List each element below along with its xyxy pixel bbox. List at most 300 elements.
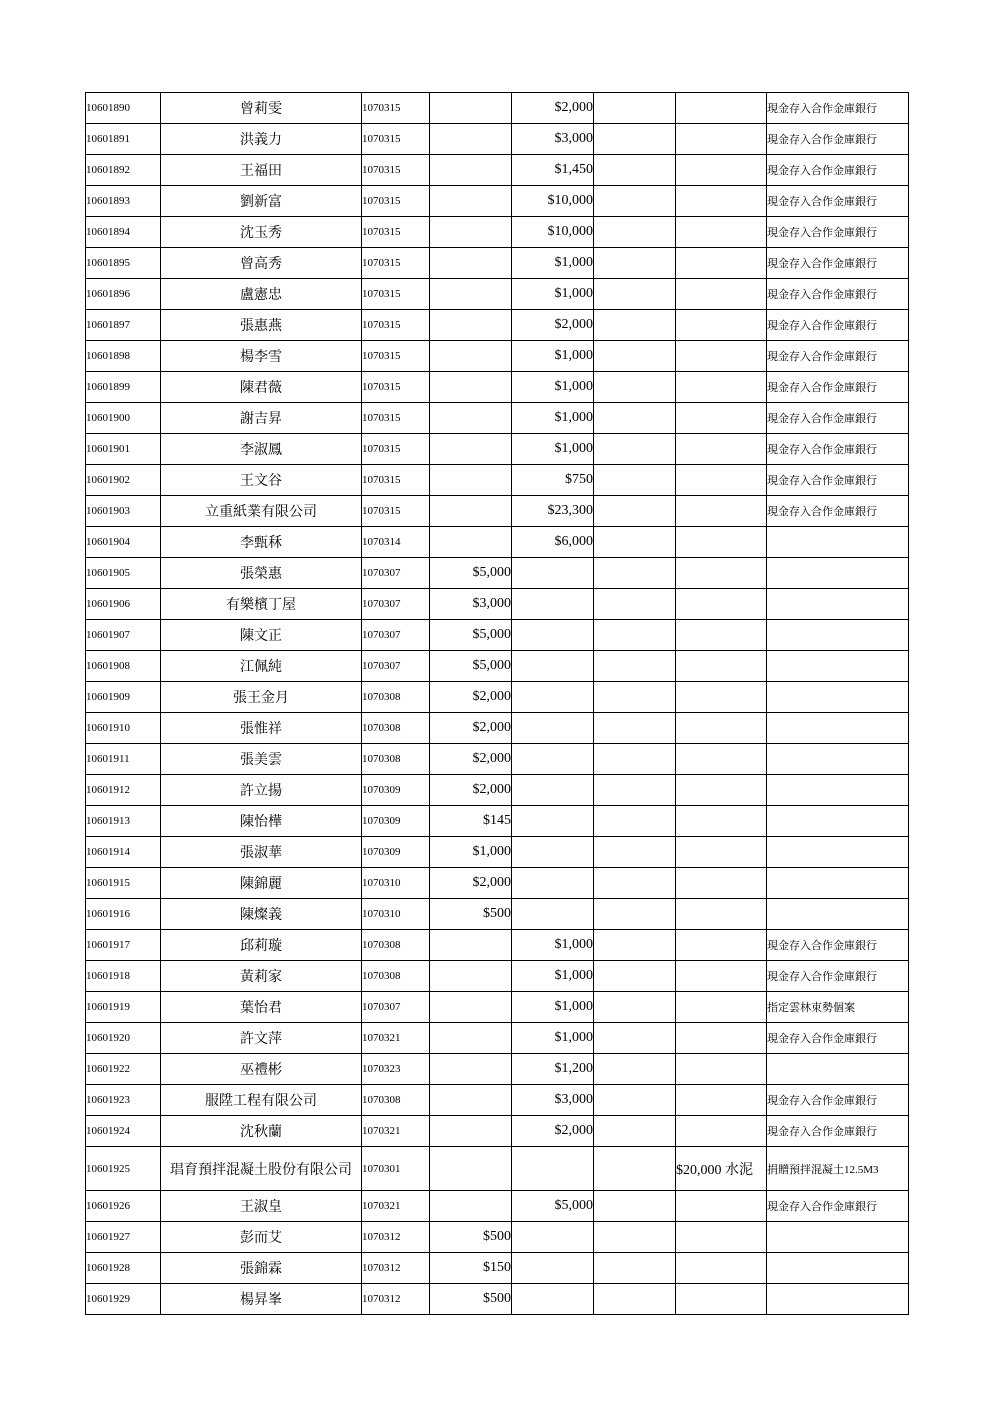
receipt-number-cell: 10601928	[86, 1253, 161, 1284]
blank-cell	[594, 961, 676, 992]
remark-cell: 現金存入合作金庫銀行	[767, 124, 909, 155]
donor-name-cell: 許文萍	[161, 1023, 362, 1054]
receipt-number-cell: 10601912	[86, 775, 161, 806]
donor-name-cell: 葉怡君	[161, 992, 362, 1023]
remark-cell: 指定雲林束勢個案	[767, 992, 909, 1023]
donor-name-cell: 黃莉家	[161, 961, 362, 992]
receipt-number-cell: 10601910	[86, 713, 161, 744]
in-kind-amount-cell	[676, 682, 767, 713]
donor-name-cell: 楊昇峯	[161, 1284, 362, 1315]
blank-cell	[594, 682, 676, 713]
amount-cell	[430, 1054, 512, 1085]
remark-cell	[767, 899, 909, 930]
amount-cell	[430, 496, 512, 527]
receipt-number-cell: 10601900	[86, 403, 161, 434]
table-row	[86, 682, 909, 713]
receipt-number-cell: 10601890	[86, 93, 161, 124]
date-cell: 1070301	[362, 1147, 430, 1191]
remark-cell: 現金存入合作金庫銀行	[767, 93, 909, 124]
bank-deposit-amount-cell: $3,000	[512, 1085, 594, 1116]
remark-cell: 現金存入合作金庫銀行	[767, 279, 909, 310]
date-cell: 1070321	[362, 1191, 430, 1222]
receipt-number-cell: 10601902	[86, 465, 161, 496]
table-row	[86, 992, 909, 1023]
amount-cell	[430, 1116, 512, 1147]
donor-name-cell: 洪義力	[161, 124, 362, 155]
bank-deposit-amount-cell	[512, 744, 594, 775]
remark-cell: 現金存入合作金庫銀行	[767, 961, 909, 992]
bank-deposit-amount-cell	[512, 1147, 594, 1191]
remark-cell	[767, 1222, 909, 1253]
remark-cell: 現金存入合作金庫銀行	[767, 310, 909, 341]
donor-name-cell: 陳君薇	[161, 372, 362, 403]
in-kind-amount-cell	[676, 403, 767, 434]
amount-cell	[430, 1023, 512, 1054]
receipt-number-cell: 10601896	[86, 279, 161, 310]
receipt-number-cell: 10601929	[86, 1284, 161, 1315]
in-kind-amount-cell	[676, 155, 767, 186]
receipt-number-cell: 10601920	[86, 1023, 161, 1054]
blank-cell	[594, 310, 676, 341]
blank-cell	[594, 1222, 676, 1253]
donor-name-cell: 劉新富	[161, 186, 362, 217]
in-kind-amount-cell	[676, 248, 767, 279]
amount-cell: $2,000	[430, 744, 512, 775]
blank-cell	[594, 899, 676, 930]
date-cell: 1070314	[362, 527, 430, 558]
in-kind-amount-cell	[676, 217, 767, 248]
table-row	[86, 558, 909, 589]
amount-cell	[430, 992, 512, 1023]
bank-deposit-amount-cell: $1,000	[512, 279, 594, 310]
in-kind-amount-cell	[676, 124, 767, 155]
bank-deposit-amount-cell	[512, 682, 594, 713]
amount-cell: $3,000	[430, 589, 512, 620]
in-kind-amount-cell	[676, 341, 767, 372]
bank-deposit-amount-cell	[512, 899, 594, 930]
donor-name-cell: 立重紙業有限公司	[161, 496, 362, 527]
receipt-number-cell: 10601922	[86, 1054, 161, 1085]
blank-cell	[594, 496, 676, 527]
blank-cell	[594, 155, 676, 186]
blank-cell	[594, 837, 676, 868]
table-row	[86, 124, 909, 155]
bank-deposit-amount-cell: $1,450	[512, 155, 594, 186]
bank-deposit-amount-cell: $1,000	[512, 248, 594, 279]
date-cell: 1070309	[362, 806, 430, 837]
donor-name-cell: 張美雲	[161, 744, 362, 775]
donor-name-cell: 江佩純	[161, 651, 362, 682]
blank-cell	[594, 1191, 676, 1222]
blank-cell	[594, 651, 676, 682]
in-kind-amount-cell	[676, 1023, 767, 1054]
bank-deposit-amount-cell: $3,000	[512, 124, 594, 155]
table-row	[86, 341, 909, 372]
bank-deposit-amount-cell	[512, 868, 594, 899]
date-cell: 1070315	[362, 248, 430, 279]
blank-cell	[594, 217, 676, 248]
bank-deposit-amount-cell: $2,000	[512, 93, 594, 124]
amount-cell: $150	[430, 1253, 512, 1284]
in-kind-amount-cell	[676, 434, 767, 465]
date-cell: 1070310	[362, 899, 430, 930]
table-row	[86, 1191, 909, 1222]
table-row	[86, 620, 909, 651]
in-kind-amount-cell	[676, 1116, 767, 1147]
bank-deposit-amount-cell	[512, 1253, 594, 1284]
table-row	[86, 589, 909, 620]
remark-cell: 現金存入合作金庫銀行	[767, 341, 909, 372]
blank-cell	[594, 279, 676, 310]
blank-cell	[594, 744, 676, 775]
blank-cell	[594, 775, 676, 806]
table-row	[86, 868, 909, 899]
table-row	[86, 1147, 909, 1191]
receipt-number-cell: 10601899	[86, 372, 161, 403]
donor-name-cell: 王淑皇	[161, 1191, 362, 1222]
remark-cell: 現金存入合作金庫銀行	[767, 1116, 909, 1147]
in-kind-amount-cell	[676, 496, 767, 527]
table-row	[86, 1116, 909, 1147]
bank-deposit-amount-cell	[512, 620, 594, 651]
bank-deposit-amount-cell	[512, 1284, 594, 1315]
receipt-number-cell: 10601894	[86, 217, 161, 248]
receipt-number-cell: 10601898	[86, 341, 161, 372]
amount-cell	[430, 124, 512, 155]
donor-name-cell: 張榮惠	[161, 558, 362, 589]
receipt-number-cell: 10601908	[86, 651, 161, 682]
date-cell: 1070315	[362, 310, 430, 341]
receipt-number-cell: 10601911	[86, 744, 161, 775]
bank-deposit-amount-cell	[512, 589, 594, 620]
amount-cell: $500	[430, 1222, 512, 1253]
blank-cell	[594, 992, 676, 1023]
amount-cell: $1,000	[430, 837, 512, 868]
donor-name-cell: 盧憲忠	[161, 279, 362, 310]
receipt-number-cell: 10601905	[86, 558, 161, 589]
table-row	[86, 1284, 909, 1315]
in-kind-amount-cell	[676, 1222, 767, 1253]
amount-cell: $5,000	[430, 651, 512, 682]
table-row	[86, 527, 909, 558]
blank-cell	[594, 93, 676, 124]
in-kind-amount-cell	[676, 744, 767, 775]
donor-name-cell: 陳怡樺	[161, 806, 362, 837]
date-cell: 1070315	[362, 124, 430, 155]
in-kind-amount-cell	[676, 279, 767, 310]
remark-cell	[767, 1054, 909, 1085]
amount-cell	[430, 248, 512, 279]
in-kind-amount-cell	[676, 806, 767, 837]
date-cell: 1070308	[362, 930, 430, 961]
date-cell: 1070307	[362, 620, 430, 651]
date-cell: 1070315	[362, 341, 430, 372]
table-row	[86, 434, 909, 465]
amount-cell	[430, 93, 512, 124]
bank-deposit-amount-cell	[512, 1222, 594, 1253]
receipt-number-cell: 10601919	[86, 992, 161, 1023]
remark-cell: 現金存入合作金庫銀行	[767, 248, 909, 279]
bank-deposit-amount-cell: $2,000	[512, 1116, 594, 1147]
bank-deposit-amount-cell	[512, 558, 594, 589]
amount-cell	[430, 403, 512, 434]
blank-cell	[594, 1116, 676, 1147]
in-kind-amount-cell	[676, 372, 767, 403]
amount-cell	[430, 310, 512, 341]
in-kind-amount-cell	[676, 1085, 767, 1116]
bank-deposit-amount-cell: $750	[512, 465, 594, 496]
date-cell: 1070315	[362, 496, 430, 527]
receipt-number-cell: 10601924	[86, 1116, 161, 1147]
in-kind-amount-cell	[676, 589, 767, 620]
table-row	[86, 465, 909, 496]
receipt-number-cell: 10601901	[86, 434, 161, 465]
receipt-number-cell: 10601904	[86, 527, 161, 558]
bank-deposit-amount-cell: $1,000	[512, 992, 594, 1023]
date-cell: 1070308	[362, 682, 430, 713]
table-row	[86, 186, 909, 217]
table-row	[86, 310, 909, 341]
date-cell: 1070315	[362, 434, 430, 465]
bank-deposit-amount-cell: $5,000	[512, 1191, 594, 1222]
table-row	[86, 1085, 909, 1116]
receipt-number-cell: 10601914	[86, 837, 161, 868]
in-kind-amount-cell	[676, 1253, 767, 1284]
date-cell: 1070307	[362, 992, 430, 1023]
table-row	[86, 930, 909, 961]
amount-cell	[430, 186, 512, 217]
donor-name-cell: 張惟祥	[161, 713, 362, 744]
remark-cell	[767, 651, 909, 682]
table-row	[86, 899, 909, 930]
date-cell: 1070312	[362, 1253, 430, 1284]
bank-deposit-amount-cell: $2,000	[512, 310, 594, 341]
in-kind-amount-cell	[676, 1191, 767, 1222]
receipt-number-cell: 10601907	[86, 620, 161, 651]
receipt-number-cell: 10601903	[86, 496, 161, 527]
table-row	[86, 279, 909, 310]
amount-cell	[430, 217, 512, 248]
remark-cell: 現金存入合作金庫銀行	[767, 372, 909, 403]
amount-cell	[430, 1147, 512, 1191]
remark-cell	[767, 558, 909, 589]
in-kind-amount-cell	[676, 992, 767, 1023]
date-cell: 1070312	[362, 1222, 430, 1253]
amount-cell: $2,000	[430, 713, 512, 744]
remark-cell	[767, 1253, 909, 1284]
receipt-number-cell: 10601892	[86, 155, 161, 186]
date-cell: 1070312	[362, 1284, 430, 1315]
table-row	[86, 93, 909, 124]
blank-cell	[594, 558, 676, 589]
date-cell: 1070315	[362, 465, 430, 496]
ledger-body	[86, 93, 909, 1315]
donor-name-cell: 巫禮彬	[161, 1054, 362, 1085]
in-kind-amount-cell	[676, 899, 767, 930]
amount-cell	[430, 341, 512, 372]
remark-cell	[767, 527, 909, 558]
table-row	[86, 775, 909, 806]
remark-cell: 現金存入合作金庫銀行	[767, 155, 909, 186]
bank-deposit-amount-cell	[512, 713, 594, 744]
in-kind-amount-cell	[676, 961, 767, 992]
donor-name-cell: 張王金月	[161, 682, 362, 713]
donor-name-cell: 陳文正	[161, 620, 362, 651]
table-row	[86, 1054, 909, 1085]
bank-deposit-amount-cell	[512, 651, 594, 682]
table-row	[86, 155, 909, 186]
remark-cell	[767, 682, 909, 713]
table-row	[86, 744, 909, 775]
in-kind-amount-cell	[676, 775, 767, 806]
receipt-number-cell: 10601915	[86, 868, 161, 899]
remark-cell: 現金存入合作金庫銀行	[767, 1023, 909, 1054]
donor-name-cell: 許立揚	[161, 775, 362, 806]
date-cell: 1070315	[362, 217, 430, 248]
table-row	[86, 806, 909, 837]
date-cell: 1070321	[362, 1023, 430, 1054]
date-cell: 1070309	[362, 775, 430, 806]
blank-cell	[594, 1023, 676, 1054]
table-row	[86, 217, 909, 248]
date-cell: 1070308	[362, 713, 430, 744]
receipt-number-cell: 10601897	[86, 310, 161, 341]
remark-cell: 捐贈預拌混凝土12.5M3	[767, 1147, 909, 1191]
donor-name-cell: 陳燦義	[161, 899, 362, 930]
table-row	[86, 1222, 909, 1253]
blank-cell	[594, 341, 676, 372]
amount-cell: $2,000	[430, 682, 512, 713]
bank-deposit-amount-cell: $1,000	[512, 930, 594, 961]
remark-cell	[767, 806, 909, 837]
date-cell: 1070315	[362, 93, 430, 124]
remark-cell	[767, 868, 909, 899]
bank-deposit-amount-cell: $1,000	[512, 1023, 594, 1054]
remark-cell	[767, 589, 909, 620]
blank-cell	[594, 527, 676, 558]
bank-deposit-amount-cell: $1,000	[512, 372, 594, 403]
bank-deposit-amount-cell: $1,000	[512, 961, 594, 992]
receipt-number-cell: 10601925	[86, 1147, 161, 1191]
in-kind-amount-cell	[676, 93, 767, 124]
amount-cell	[430, 155, 512, 186]
amount-cell	[430, 1191, 512, 1222]
date-cell: 1070308	[362, 1085, 430, 1116]
receipt-number-cell: 10601917	[86, 930, 161, 961]
table-row	[86, 403, 909, 434]
in-kind-amount-cell: $20,000 水泥	[676, 1147, 767, 1191]
receipt-number-cell: 10601927	[86, 1222, 161, 1253]
donor-name-cell: 邱莉璇	[161, 930, 362, 961]
blank-cell	[594, 1054, 676, 1085]
blank-cell	[594, 620, 676, 651]
donor-name-cell: 服陞工程有限公司	[161, 1085, 362, 1116]
bank-deposit-amount-cell	[512, 806, 594, 837]
blank-cell	[594, 806, 676, 837]
donor-name-cell: 張惠燕	[161, 310, 362, 341]
receipt-number-cell: 10601913	[86, 806, 161, 837]
amount-cell: $2,000	[430, 775, 512, 806]
amount-cell: $2,000	[430, 868, 512, 899]
blank-cell	[594, 1284, 676, 1315]
date-cell: 1070315	[362, 403, 430, 434]
table-row	[86, 1023, 909, 1054]
bank-deposit-amount-cell: $23,300	[512, 496, 594, 527]
blank-cell	[594, 1253, 676, 1284]
receipt-number-cell: 10601926	[86, 1191, 161, 1222]
amount-cell: $500	[430, 899, 512, 930]
amount-cell: $5,000	[430, 620, 512, 651]
date-cell: 1070315	[362, 279, 430, 310]
remark-cell: 現金存入合作金庫銀行	[767, 1085, 909, 1116]
blank-cell	[594, 465, 676, 496]
receipt-number-cell: 10601918	[86, 961, 161, 992]
donor-name-cell: 張錦霖	[161, 1253, 362, 1284]
amount-cell: $500	[430, 1284, 512, 1315]
bank-deposit-amount-cell: $1,000	[512, 434, 594, 465]
in-kind-amount-cell	[676, 527, 767, 558]
amount-cell	[430, 434, 512, 465]
table-row	[86, 837, 909, 868]
receipt-number-cell: 10601916	[86, 899, 161, 930]
date-cell: 1070321	[362, 1116, 430, 1147]
remark-cell	[767, 744, 909, 775]
in-kind-amount-cell	[676, 310, 767, 341]
date-cell: 1070307	[362, 589, 430, 620]
date-cell: 1070309	[362, 837, 430, 868]
remark-cell: 現金存入合作金庫銀行	[767, 434, 909, 465]
remark-cell: 現金存入合作金庫銀行	[767, 217, 909, 248]
remark-cell	[767, 837, 909, 868]
donor-name-cell: 沈玉秀	[161, 217, 362, 248]
receipt-number-cell: 10601891	[86, 124, 161, 155]
donor-name-cell: 李甄秝	[161, 527, 362, 558]
amount-cell	[430, 1085, 512, 1116]
in-kind-amount-cell	[676, 1054, 767, 1085]
blank-cell	[594, 403, 676, 434]
donor-name-cell: 曾高秀	[161, 248, 362, 279]
donor-name-cell: 王文谷	[161, 465, 362, 496]
remark-cell: 現金存入合作金庫銀行	[767, 930, 909, 961]
table-row	[86, 248, 909, 279]
date-cell: 1070315	[362, 155, 430, 186]
blank-cell	[594, 124, 676, 155]
blank-cell	[594, 372, 676, 403]
blank-cell	[594, 930, 676, 961]
bank-deposit-amount-cell	[512, 775, 594, 806]
receipt-number-cell: 10601893	[86, 186, 161, 217]
date-cell: 1070315	[362, 372, 430, 403]
in-kind-amount-cell	[676, 1284, 767, 1315]
amount-cell	[430, 279, 512, 310]
in-kind-amount-cell	[676, 465, 767, 496]
blank-cell	[594, 434, 676, 465]
bank-deposit-amount-cell: $1,000	[512, 403, 594, 434]
in-kind-amount-cell	[676, 713, 767, 744]
donor-name-cell: 陳錦麗	[161, 868, 362, 899]
amount-cell: $145	[430, 806, 512, 837]
blank-cell	[594, 248, 676, 279]
donor-name-cell: 李淑鳳	[161, 434, 362, 465]
remark-cell: 現金存入合作金庫銀行	[767, 186, 909, 217]
table-row	[86, 713, 909, 744]
donor-name-cell: 曾莉雯	[161, 93, 362, 124]
blank-cell	[594, 1085, 676, 1116]
bank-deposit-amount-cell: $10,000	[512, 186, 594, 217]
donor-name-cell: 彭而艾	[161, 1222, 362, 1253]
in-kind-amount-cell	[676, 620, 767, 651]
amount-cell: $5,000	[430, 558, 512, 589]
